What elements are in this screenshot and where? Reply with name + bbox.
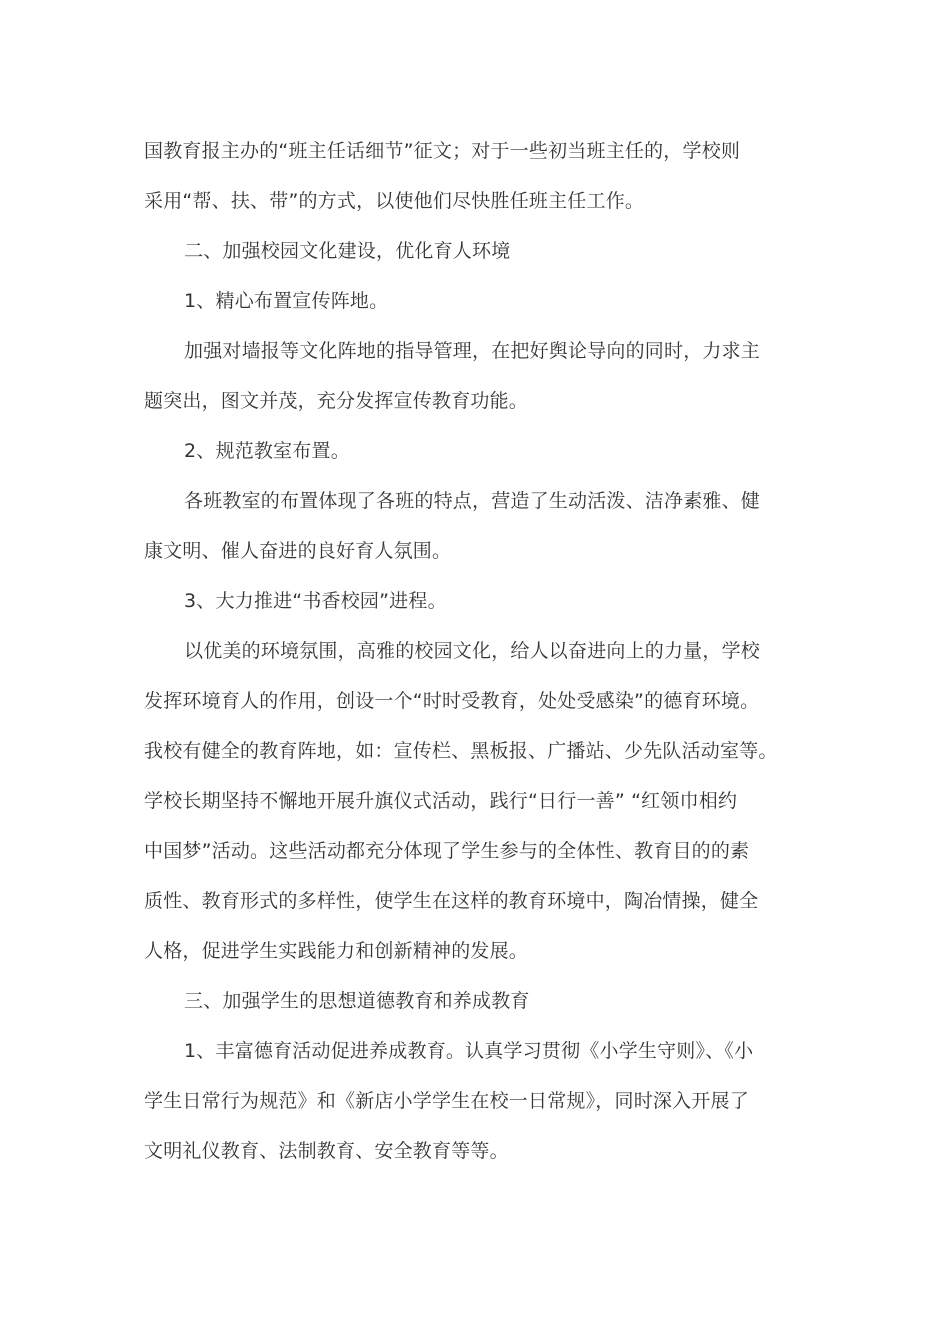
- text-line: 学校长期坚持不懈地开展升旗仪式活动，践行“日行一善” “红领巾相约: [144, 790, 738, 812]
- text-line: 采用“帮、扶、带”的方式，以使他们尽快胜任班主任工作。: [144, 190, 645, 212]
- text-line: 质性、教育形式的多样性，使学生在这样的教育环境中，陶冶情操，健全: [144, 890, 759, 912]
- subsection-heading: 2、规范教室布置。: [184, 440, 350, 462]
- text-line: 文明礼仪教育、法制教育、安全教育等等。: [144, 1140, 509, 1162]
- text-line: 人格，促进学生实践能力和创新精神的发展。: [144, 940, 529, 962]
- section-heading: 三、加强学生的思想道德教育和养成教育: [184, 990, 530, 1012]
- text-line: 以优美的环境氛围，高雅的校园文化，给人以奋进向上的力量，学校: [184, 640, 761, 662]
- text-line: 加强对墙报等文化阵地的指导管理，在把好舆论导向的同时，力求主: [184, 340, 761, 362]
- text-line: 1、丰富德育活动促进养成教育。认真学习贯彻《小学生守则》、《小: [184, 1040, 754, 1062]
- text-line: 我校有健全的教育阵地，如：宣传栏、黑板报、广播站、少先队活动室等。: [144, 740, 778, 762]
- text-line: 学生日常行为规范》和《新店小学学生在校一日常规》，同时深入开展了: [144, 1090, 749, 1112]
- text-line: 发挥环境育人的作用，创设一个“时时受教育，处处受感染”的德育环境。: [144, 690, 760, 712]
- text-line: 国教育报主办的“班主任话细节”征文；对于一些初当班主任的，学校则: [144, 140, 741, 162]
- text-line: 中国梦”活动。这些活动都充分体现了学生参与的全体性、教育目的的素: [144, 840, 750, 862]
- text-line: 各班教室的布置体现了各班的特点，营造了生动活泼、洁净素雅、健: [184, 490, 761, 512]
- text-line: 康文明、催人奋进的良好育人氛围。: [144, 540, 452, 562]
- section-heading: 二、加强校园文化建设，优化育人环境: [184, 240, 511, 262]
- subsection-heading: 1、精心布置宣传阵地。: [184, 290, 389, 312]
- subsection-heading: 3、大力推进“书香校园”进程。: [184, 590, 447, 612]
- text-line: 题突出，图文并茂，充分发挥宣传教育功能。: [144, 390, 529, 412]
